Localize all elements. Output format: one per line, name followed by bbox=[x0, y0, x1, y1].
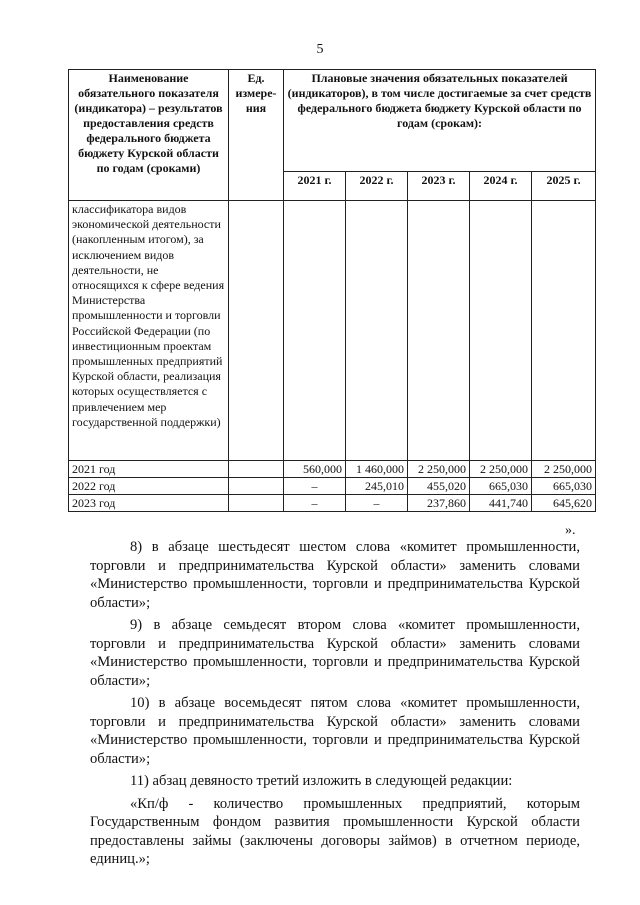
header-unit: Ед. измере-ния bbox=[229, 70, 284, 201]
empty-cell bbox=[284, 201, 346, 461]
value-cell: 665,030 bbox=[470, 478, 532, 495]
value-cell: 455,020 bbox=[408, 478, 470, 495]
paragraph: 9) в абзаце семьдесят втором слова «комитет промышленности, торговли и предпринимательства Курской области» заменить словами «Министерство промышленности, торговли и предпринимательства Курской области»; bbox=[90, 617, 580, 689]
value-cell: 237,860 bbox=[408, 495, 470, 512]
empty-cell bbox=[532, 201, 596, 461]
value-cell: 441,740 bbox=[470, 495, 532, 512]
row-unit bbox=[229, 478, 284, 495]
paragraph: 11) абзац девяносто третий изложить в следующей редакции: bbox=[130, 773, 513, 789]
header-year: 2024 г. bbox=[470, 171, 532, 200]
header-plan-values: Плановые значения обязательных показателей (индикаторов), в том числе достигаемые за счет средств федерального бюджета бюджету Курской области по годам (срокам): bbox=[284, 70, 596, 172]
value-cell: 665,030 bbox=[532, 478, 596, 495]
page-number: 5 bbox=[316, 42, 324, 57]
empty-cell bbox=[408, 201, 470, 461]
value-cell: – bbox=[284, 495, 346, 512]
header-year: 2022 г. bbox=[346, 171, 408, 200]
paragraph: «Кп/ф - количество промышленных предприятий, которым Государственным фондом развития промышленности Курской области предоставлены займы (заключены договоры займов) в отчетном периоде, единиц.»; bbox=[90, 795, 580, 867]
value-cell: 2 250,000 bbox=[470, 461, 532, 478]
value-cell: – bbox=[284, 478, 346, 495]
value-cell: 560,000 bbox=[284, 461, 346, 478]
value-cell: – bbox=[346, 495, 408, 512]
header-indicator-name: Наименование обязательного показателя (индикатора) – результатов предоставления средств федерального бюджета бюджету Курской области по годам (сроками) bbox=[69, 70, 229, 201]
value-cell: 2 250,000 bbox=[408, 461, 470, 478]
header-year: 2021 г. bbox=[284, 171, 346, 200]
value-cell: 1 460,000 bbox=[346, 461, 408, 478]
indicator-table bbox=[68, 69, 596, 512]
table-row bbox=[69, 495, 596, 512]
row-label: 2022 год bbox=[69, 478, 229, 495]
amendment-text bbox=[90, 538, 580, 873]
row-label: 2021 год bbox=[69, 461, 229, 478]
row-unit bbox=[229, 495, 284, 512]
closing-quote: ». bbox=[565, 523, 576, 538]
paragraph: 10) в абзаце восемьдесят пятом слова «комитет промышленности, торговли и предпринимательства Курской области» заменить словами «Министерство промышленности, торговли и предпринимательства Курской области»; bbox=[90, 695, 580, 767]
indicator-continuation-text: классификатора видов экономической деятельности (накопленным итогом), за исключением видов деятельности, не относящихся к сфере ведения Министерства промышленности и торговли Российской Федерации (по инвестиционным проектам промышленных предприятий Курской области, реализация которых осуществляется с привлечением мер государственной поддержки) bbox=[69, 201, 229, 461]
paragraph: 8) в абзаце шестьдесят шестом слова «комитет промышленности, торговли и предпринимательства Курской области» заменить словами «Министерство промышленности, торговли и предпринимательства Курской области»; bbox=[90, 539, 580, 611]
value-cell: 645,620 bbox=[532, 495, 596, 512]
row-label: 2023 год bbox=[69, 495, 229, 512]
empty-cell bbox=[470, 201, 532, 461]
empty-cell bbox=[229, 201, 284, 461]
header-year: 2025 г. bbox=[532, 171, 596, 200]
row-unit bbox=[229, 461, 284, 478]
table-row bbox=[69, 461, 596, 478]
header-year: 2023 г. bbox=[408, 171, 470, 200]
table-row bbox=[69, 478, 596, 495]
value-cell: 2 250,000 bbox=[532, 461, 596, 478]
value-cell: 245,010 bbox=[346, 478, 408, 495]
empty-cell bbox=[346, 201, 408, 461]
